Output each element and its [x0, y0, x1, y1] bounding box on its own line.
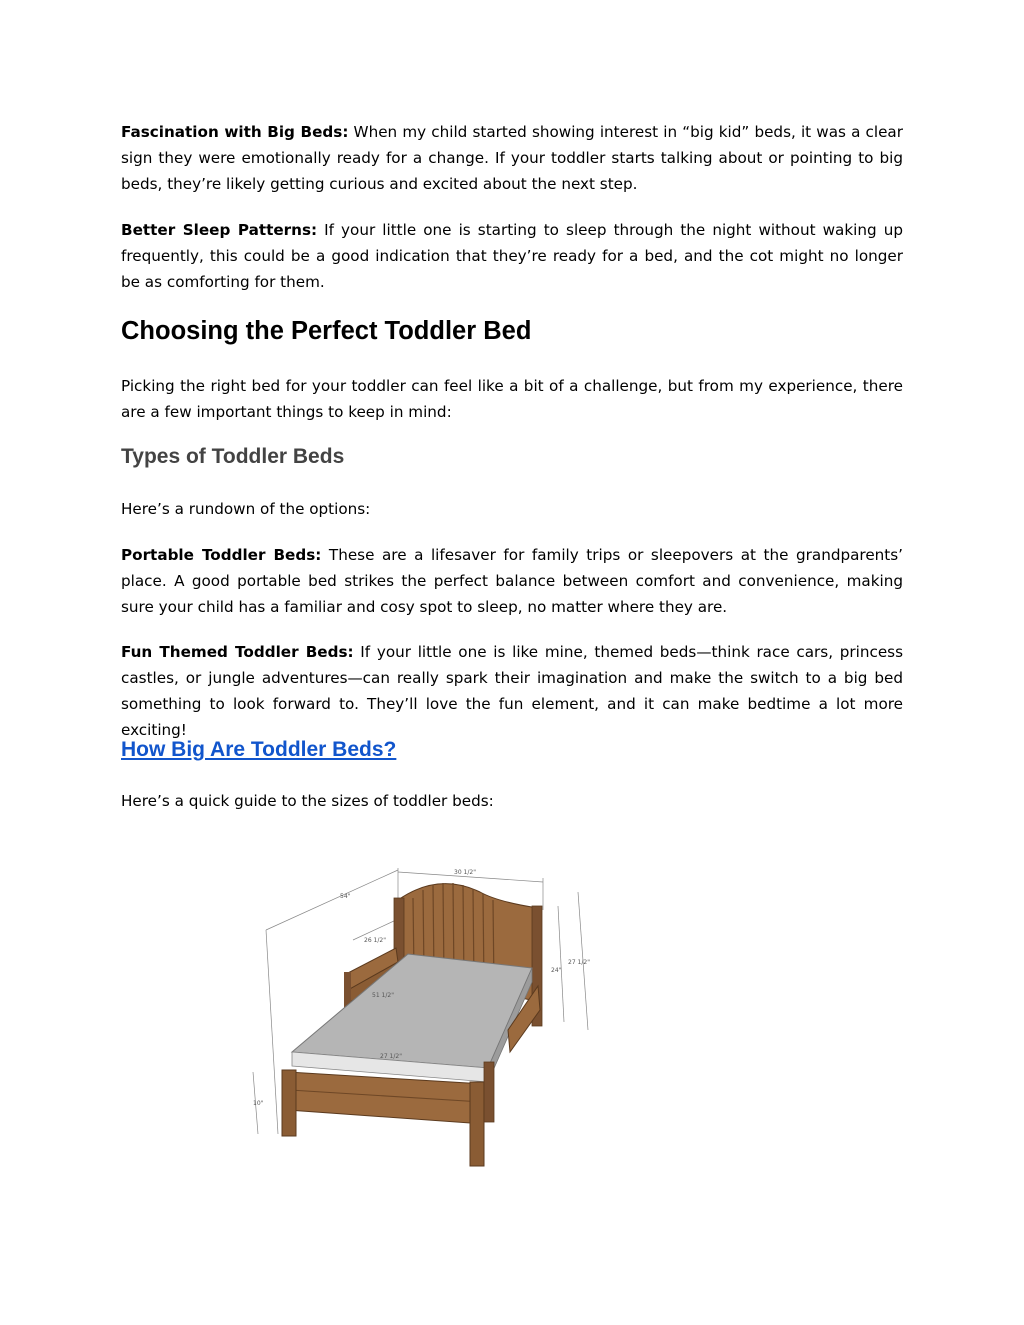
lead-themed: Fun Themed Toddler Beds: [121, 643, 354, 661]
label-headboard-height: 27 1/2" [568, 959, 590, 966]
text-fascination: When my child started showing interest in “big kid” beds, it was a clear sign they were emotionally ready for a change. If your toddler starts talking about or pointing to big beds, they’re likely getting curious and excited about the next step. [121, 123, 903, 193]
paragraph-fascination [121, 119, 903, 197]
text-themed: If your little one is like mine, themed beds—think race cars, princess castles, or jungle adventures—can really spark their imagination and make the switch to a big bed something to look forward to. They’ll love the fun element, and it can make bedtime a lot more exciting! [121, 643, 903, 739]
label-side-rail: 26 1/2" [364, 937, 386, 944]
paragraph-intro: Picking the right bed for your toddler can feel like a bit of a challenge, but from my experience, there are a few important things to keep in mind: [121, 377, 903, 421]
label-foot-height: 10" [253, 1100, 264, 1107]
paragraph-sleep [121, 217, 903, 295]
paragraph-guide: Here’s a quick guide to the sizes of toddler beds: [121, 792, 494, 810]
lead-sleep: Better Sleep Patterns: [121, 221, 318, 239]
lead-fascination: Fascination with Big Beds: [121, 123, 349, 141]
heading-choosing: Choosing the Perfect Toddler Bed [121, 317, 532, 345]
label-mattress-length: 51 1/2" [372, 992, 394, 999]
paragraph-rundown: Here’s a rundown of the options: [121, 500, 371, 518]
mattress [292, 954, 532, 1082]
lead-portable: Portable Toddler Beds: [121, 546, 322, 564]
label-width-top: 30 1/2" [454, 869, 476, 876]
label-mattress-width: 27 1/2" [380, 1053, 402, 1060]
text-portable: These are a lifesaver for family trips or sleepovers at the grandparents’ place. A good portable bed strikes the perfect balance between comfort and convenience, making sure your child has a familiar and cosy spot to sleep, no matter where they are. [121, 546, 903, 616]
heading-link-how-big[interactable]: How Big Are Toddler Beds? [121, 738, 397, 761]
label-headboard-inner: 24" [551, 967, 562, 974]
paragraph-portable [121, 542, 903, 620]
text-sleep: If your little one is starting to sleep through the night without waking up frequently, this could be a good indication that they’re ready for a bed, and the cot might no longer be as comforting for them. [121, 221, 903, 291]
label-length-outer: 54" [340, 893, 351, 900]
toddler-bed-dimension-diagram [248, 862, 608, 1172]
paragraph-themed [121, 639, 903, 743]
heading-types: Types of Toddler Beds [121, 445, 345, 468]
